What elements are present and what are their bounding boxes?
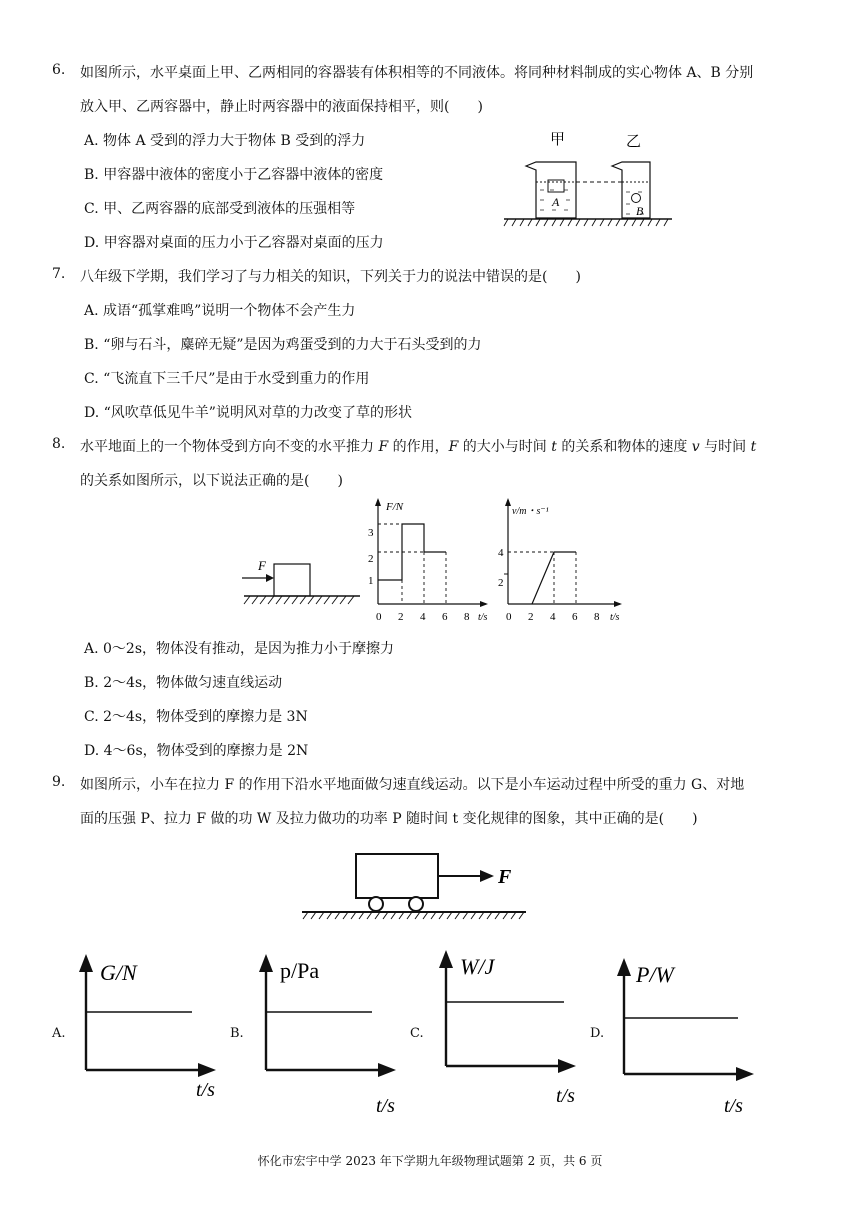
svg-text:t/s: t/s (196, 1079, 215, 1100)
graph-velocity-time (498, 498, 622, 623)
svg-text:t/s: t/s (478, 612, 488, 623)
q9-option-d-label: D. (590, 1026, 605, 1041)
q9-option-a-label: A. (52, 1026, 66, 1041)
q7-option-c: C. “飞流直下三千尺”是由于水受到重力的作用 (84, 371, 370, 387)
page-footer: 怀化市宏宇中学 2023 年下学期九年级物理试题第 2 页，共 6 页 (257, 1154, 603, 1168)
cart-body (356, 854, 438, 898)
svg-text:4: 4 (498, 547, 504, 559)
q8-option-a: A. 0～2s，物体没有推动，是因为推力小于摩擦力 (84, 641, 395, 657)
q9-graph-c (426, 946, 596, 1106)
q9-option-c-label: C. (410, 1026, 424, 1041)
q8-stem-line1: 水平地面上的一个物体受到方向不变的水平推力 F 的作用，F 的大小与时间 t 的关系和物体的速度 v 与时间 t (80, 439, 757, 455)
q9-graph-a (66, 950, 226, 1100)
push-force-label: F (258, 558, 266, 573)
svg-text:4: 4 (420, 611, 426, 623)
q6-number: 6. (52, 62, 66, 78)
svg-text:t/s: t/s (556, 1085, 575, 1106)
cart-wheel-left (369, 897, 383, 911)
svg-text:2: 2 (528, 611, 534, 623)
object-b (632, 194, 641, 203)
q8-number: 8. (52, 436, 66, 452)
graph2-ylabel: v/m・s⁻¹ (512, 506, 549, 517)
q7-number: 7. (52, 266, 66, 282)
graph-force-time (368, 498, 488, 623)
svg-text:0: 0 (506, 611, 512, 623)
svg-text:G/N: G/N (100, 960, 137, 985)
svg-text:P/W: P/W (636, 962, 674, 987)
svg-text:2: 2 (368, 553, 374, 565)
q9-option-b-label: B. (230, 1026, 244, 1041)
q8-option-c: C. 2～4s，物体受到的摩擦力是 3N (84, 709, 308, 725)
svg-text:W/J: W/J (460, 954, 495, 979)
svg-text:4: 4 (550, 611, 556, 623)
q9-stem-line2: 面的压强 P、拉力 F 做的功 W 及拉力做功的功率 P 随时间 t 变化规律的图象，其中正确的是( ) (80, 811, 698, 827)
svg-text:0: 0 (376, 611, 382, 623)
q6-containers-figure (500, 126, 690, 230)
q8-option-d: D. 4～6s，物体受到的摩擦力是 2N (84, 743, 309, 759)
svg-text:t/s: t/s (376, 1095, 395, 1117)
svg-text:6: 6 (572, 611, 578, 623)
q7-option-b: B. “卵与石斗，麋碎无疑”是因为鸡蛋受到的力大于石头受到的力 (84, 337, 482, 353)
q8-option-b: B. 2～4s，物体做匀速直线运动 (84, 675, 283, 691)
q6-stem-line2: 放入甲、乙两容器中，静止时两容器中的液面保持相平，则( ) (80, 99, 483, 115)
q6-stem-line1: 如图所示，水平桌面上甲、乙两相同的容器装有体积相等的不同液体。将同种材料制成的实心物体 A、B 分别 (80, 65, 754, 81)
cart-wheel-right (409, 897, 423, 911)
q7-option-a: A. 成语“孤掌难鸣”说明一个物体不会产生力 (84, 303, 356, 319)
q7-option-d: D. “风吹草低见牛羊”说明风对草的力改变了草的形状 (84, 405, 412, 421)
svg-text:8: 8 (594, 611, 600, 623)
svg-text:3: 3 (368, 527, 374, 539)
svg-text:p/Pa: p/Pa (280, 958, 320, 983)
block (274, 564, 310, 596)
q6-option-a: A. 物体 A 受到的浮力大于物体 B 受到的浮力 (84, 133, 366, 149)
q8-figure (236, 494, 636, 626)
q6-option-c: C. 甲、乙两容器的底部受到液体的压强相等 (84, 201, 356, 217)
q9-number: 9. (52, 774, 66, 790)
q9-graph-b (246, 950, 416, 1118)
svg-text:t/s: t/s (610, 612, 620, 623)
q7-stem: 八年级下学期，我们学习了与力相关的知识，下列关于力的说法中错误的是( ) (80, 269, 581, 285)
q9-stem-line1: 如图所示，小车在拉力 F 的作用下沿水平地面做匀速直线运动。以下是小车运动过程中所受的重力 G、对地 (80, 777, 745, 793)
svg-text:1: 1 (368, 575, 374, 587)
label-jia: 甲 (550, 132, 566, 148)
q6-option-b: B. 甲容器中液体的密度小于乙容器中液体的密度 (84, 167, 384, 183)
svg-text:8: 8 (464, 611, 470, 623)
pull-force-label: F (498, 866, 512, 888)
q9-graph-d (604, 954, 774, 1122)
label-a: A (552, 195, 560, 209)
label-b: B (636, 204, 644, 218)
graph1-ylabel: F/N (386, 501, 404, 513)
q9-cart-figure (300, 848, 540, 922)
svg-text:2: 2 (398, 611, 404, 623)
svg-text:6: 6 (442, 611, 448, 623)
q6-option-d: D. 甲容器对桌面的压力小于乙容器对桌面的压力 (84, 235, 384, 251)
q8-stem-line2: 的关系如图所示，以下说法正确的是( ) (80, 473, 343, 489)
svg-text:t/s: t/s (724, 1095, 743, 1117)
svg-text:2: 2 (498, 577, 504, 589)
label-yi: 乙 (626, 134, 642, 150)
